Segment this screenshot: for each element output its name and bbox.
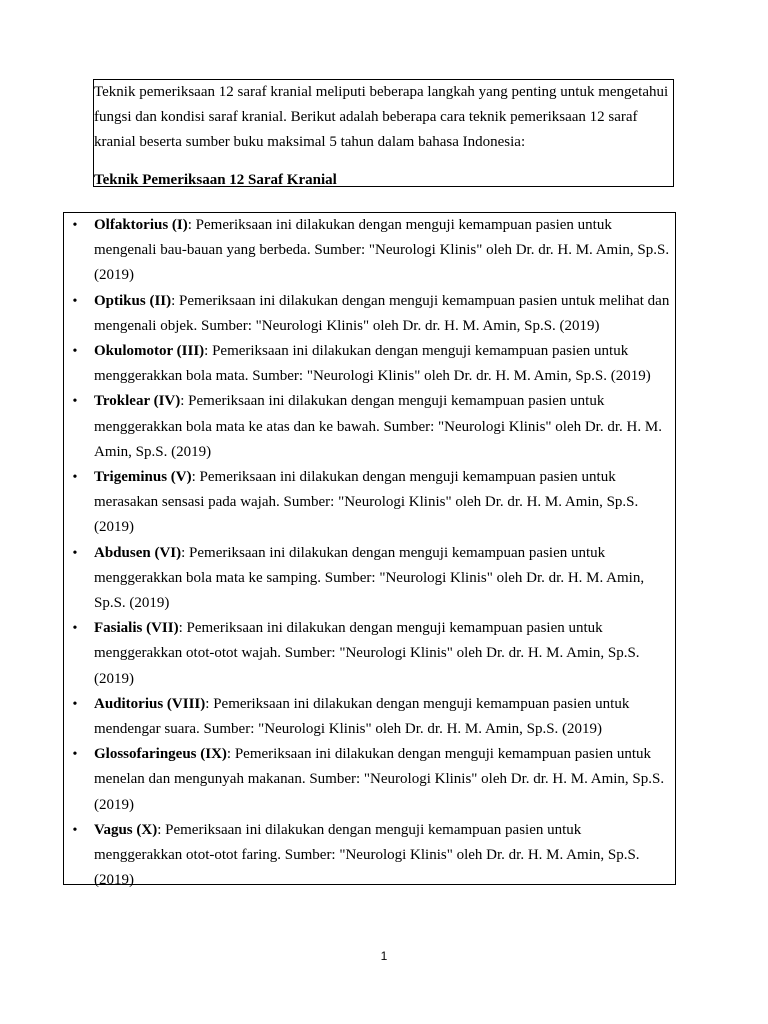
list-item	[64, 818, 675, 894]
nerve-name: Auditorius (VIII)	[94, 695, 206, 712]
nerve-description: : Pemeriksaan ini dilakukan dengan menguji kemampuan pasien untuk menelan dan mengunyah makanan. Sumber: "Neurologi Klinis" oleh Dr. dr. H. M. Amin, Sp.S. (2019)	[94, 746, 665, 813]
bullet-icon: •	[72, 293, 78, 309]
nerve-description: : Pemeriksaan ini dilakukan dengan menguji kemampuan pasien untuk menggerakkan otot-otot wajah. Sumber: "Neurologi Klinis" oleh Dr. dr. H. M. Amin, Sp.S. (2019)	[94, 620, 640, 687]
nerve-name: Glossofaringeus (IX)	[94, 746, 227, 763]
bullet-icon: •	[72, 344, 78, 360]
list-item	[64, 213, 675, 289]
bullet-icon: •	[72, 218, 78, 233]
page-number: 1	[380, 949, 388, 963]
bullet-icon: •	[72, 545, 78, 561]
intro-box	[93, 79, 674, 187]
nerve-name: Troklear (IV)	[94, 393, 181, 410]
bullet-icon: •	[72, 747, 78, 763]
bullet-icon: •	[72, 696, 78, 712]
nerve-description: : Pemeriksaan ini dilakukan dengan menguji kemampuan pasien untuk menggerakkan otot-otot faring. Sumber: "Neurologi Klinis" oleh Dr. dr. H. M. Amin, Sp.S. (2019)	[94, 821, 640, 889]
list-item	[64, 692, 675, 742]
list-item	[64, 339, 675, 389]
section-heading: Teknik Pemeriksaan 12 Saraf Kranial	[94, 172, 337, 188]
nerve-name: Vagus (X)	[94, 821, 158, 838]
list-item	[64, 289, 675, 339]
nerve-description: : Pemeriksaan ini dilakukan dengan menguji kemampuan pasien untuk mengenali bau-bauan yang berbeda. Sumber: "Neurologi Klinis" oleh Dr. dr. H. M. Amin, Sp.S. (2019)	[94, 217, 670, 284]
list-item	[64, 465, 675, 541]
list-item	[64, 616, 675, 692]
list-item	[64, 541, 675, 617]
bullet-icon: •	[72, 394, 78, 410]
nerve-name: Abdusen (VI)	[94, 544, 182, 561]
list-item	[64, 389, 675, 465]
nerve-description: : Pemeriksaan ini dilakukan dengan menguji kemampuan pasien untuk menggerakkan bola mata. Sumber: "Neurologi Klinis" oleh Dr. dr. H. M. Amin, Sp.S. (2019)	[94, 343, 651, 385]
intro-paragraph: Teknik pemeriksaan 12 saraf kranial meliputi beberapa langkah yang penting untuk mengetahui fungsi dan kondisi saraf kranial. Berikut adalah beberapa cara teknik pemeriksaan 12 saraf kranial beserta sumber buku maksimal 5 tahun dalam bahasa Indonesia:	[94, 84, 669, 150]
nerve-name: Optikus (II)	[94, 292, 172, 309]
nerve-description: : Pemeriksaan ini dilakukan dengan menguji kemampuan pasien untuk merasakan sensasi pada wajah. Sumber: "Neurologi Klinis" oleh Dr. dr. H. M. Amin, Sp.S. (2019)	[94, 469, 639, 536]
nerve-name: Trigeminus (V)	[94, 469, 192, 486]
nerve-description: : Pemeriksaan ini dilakukan dengan menguji kemampuan pasien untuk menggerakkan bola mata ke samping. Sumber: "Neurologi Klinis" oleh Dr. dr. H. M. Amin, Sp.S. (2019)	[94, 544, 645, 612]
nerve-name: Okulomotor (III)	[94, 343, 205, 360]
nerve-name: Olfaktorius (I)	[94, 217, 188, 233]
nerve-description: : Pemeriksaan ini dilakukan dengan menguji kemampuan pasien untuk melihat dan mengenali objek. Sumber: "Neurologi Klinis" oleh Dr. dr. H. M. Amin, Sp.S. (2019)	[94, 292, 670, 334]
nerve-description: : Pemeriksaan ini dilakukan dengan menguji kemampuan pasien untuk menggerakkan bola mata ke atas dan ke bawah. Sumber: "Neurologi Klinis" oleh Dr. dr. H. M. Amin, Sp.S. (2019)	[94, 393, 662, 460]
list-item	[64, 742, 675, 818]
bullet-icon: •	[72, 822, 78, 838]
bullet-icon: •	[72, 621, 78, 637]
bullet-icon: •	[72, 470, 78, 486]
nerve-list	[64, 213, 675, 893]
nerve-list-box	[63, 212, 676, 889]
nerve-name: Fasialis (VII)	[94, 620, 179, 637]
nerve-description: : Pemeriksaan ini dilakukan dengan menguji kemampuan pasien untuk mendengar suara. Sumber: "Neurologi Klinis" oleh Dr. dr. H. M. Amin, Sp.S. (2019)	[94, 695, 630, 738]
